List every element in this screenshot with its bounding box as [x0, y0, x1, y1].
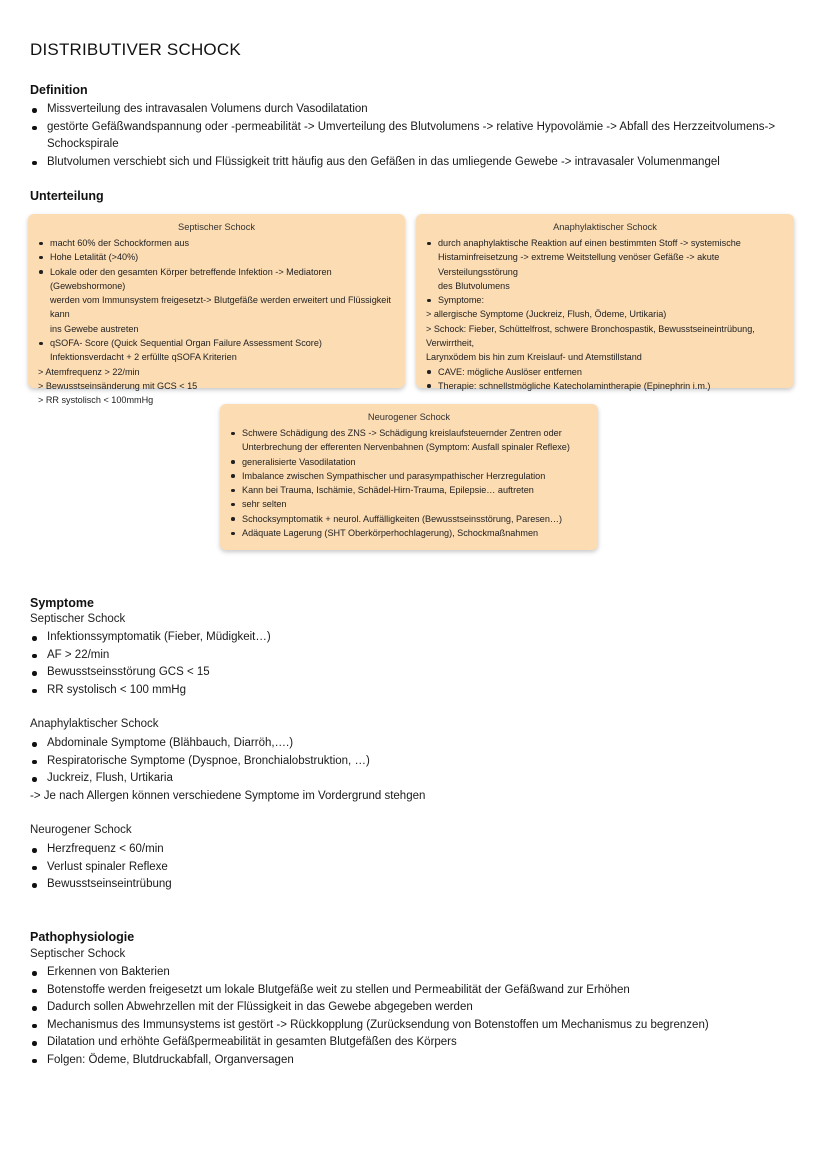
card-item: Schocksymptomatik + neurol. Auffälligkeiten (Bewusstseinsstörung, Paresen…): [230, 512, 588, 526]
list-item: Bewusstseinsstörung GCS < 15: [30, 664, 810, 682]
card-item-continuation: des Blutvolumens: [438, 280, 510, 291]
symptome-anaphylactic-label: Anaphylaktischer Schock: [30, 718, 159, 730]
unterteilung-heading: Unterteilung: [30, 189, 104, 203]
card-item-symptom: Larynxödem bis hin zum Kreislauf- und Atemstillstand: [426, 352, 642, 363]
list-item: Botenstoffe werden freigesetzt um lokale Blutgefäße weit zu stellen und Permeabilität der Gefäßwand zur Erhöhen: [30, 982, 820, 1000]
definition-list: [30, 101, 810, 171]
list-note: -> Je nach Allergen können verschiedene Symptome im Vordergrund stehgen: [30, 789, 426, 802]
list-item: Erkennen von Bakterien: [30, 964, 820, 982]
patho-heading: Pathophysiologie: [30, 930, 135, 944]
list-item: Respiratorische Symptome (Dyspnoe, Bronchialobstruktion, …): [30, 753, 810, 771]
list-item: Dadurch sollen Abwehrzellen mit der Flüssigkeit in das Gewebe abgegeben werden: [30, 999, 820, 1017]
list-item: Verlust spinaler Reflexe: [30, 859, 810, 877]
card-item: Adäquate Lagerung (SHT Oberkörperhochlagerung), Schockmaßnahmen: [230, 526, 588, 540]
list-item: Infektionssymptomatik (Fieber, Müdigkeit…): [30, 629, 810, 647]
card-item: sehr selten: [230, 497, 588, 511]
card-item-continuation: ins Gewebe austreten: [50, 323, 139, 334]
card-item: Schwere Schädigung des ZNS -> Schädigung kreislaufsteuernder Zentren oder: [230, 426, 588, 440]
definition-heading: Definition: [30, 83, 88, 97]
card-item-continuation: Infektionsverdacht + 2 erfüllte qSOFA Kriterien: [50, 352, 237, 363]
card-item-criterion: > Atemfrequenz > 22/min: [38, 366, 140, 377]
list-item: Herzfrequenz < 60/min: [30, 841, 810, 859]
card-item: CAVE: mögliche Auslöser entfernen: [426, 365, 784, 379]
card-item: qSOFA- Score (Quick Sequential Organ Failure Assessment Score): [38, 336, 395, 350]
symptome-heading: Symptome: [30, 596, 94, 610]
list-item: gestörte Gefäßwandspannung oder -permeabilität -> Umverteilung des Blutvolumens -> relative Hypovolämie -> Abfall des Herzzeitvolumens->: [30, 119, 810, 137]
page-title: DISTRIBUTIVER SCHOCK: [30, 40, 241, 59]
symptome-neurogenic-label: Neurogener Schock: [30, 824, 132, 836]
list-item: Bewusstseinseintrübung: [30, 876, 810, 894]
card-item-continuation: Histaminfreisetzung -> extreme Weitstellung venöser Gefäße -> akute Versteilungsstörung: [438, 252, 720, 277]
card-list: [426, 236, 784, 393]
patho-list: [30, 964, 820, 1070]
card-item: macht 60% der Schockformen aus: [38, 236, 395, 250]
list-item: Dilatation und erhöhte Gefäßpermeabilität in gesamten Blutgefäßen des Körpers: [30, 1034, 820, 1052]
card-item-symptom: > Schock: Fieber, Schüttelfrost, schwere Bronchospastik, Bewusstseineintrübung, Verwirrtheit,: [426, 323, 755, 349]
list-item: Folgen: Ödeme, Blutdruckabfall, Organversagen: [30, 1052, 820, 1070]
list-item: Mechanismus des Immunsystems ist gestört -> Rückkopplung (Zurücksendung von Botenstoffen um Mechanismus zu begrenzen): [30, 1017, 820, 1035]
list-item: RR systolisch < 100 mmHg: [30, 682, 810, 700]
card-list: [38, 236, 395, 408]
symptome-anaphylactic-list: [30, 735, 810, 805]
card-title: Neurogener Schock: [367, 412, 451, 422]
list-item: Abdominale Symptome (Blähbauch, Diarröh,….): [30, 735, 810, 753]
symptome-septic-label: Septischer Schock: [30, 613, 126, 625]
list-item: Juckreiz, Flush, Urtikaria: [30, 770, 810, 788]
card-list: [230, 426, 588, 540]
septic-shock-card: [28, 214, 405, 406]
card-item: Hohe Letalität (>40%): [38, 250, 395, 264]
card-item-continuation: Unterbrechung der efferenten Nervenbahnen (Symptom: Ausfall spinaler Reflexe): [242, 442, 570, 453]
list-item-continuation: Schockspirale: [47, 138, 119, 151]
card-item-criterion: > RR systolisch < 100mmHg: [38, 395, 154, 406]
card-title: Septischer Schock: [178, 222, 255, 232]
symptome-septic-list: [30, 629, 810, 699]
card-item-symptom: > allergische Symptome (Juckreiz, Flush, Ödeme, Urtikaria): [426, 309, 667, 320]
card-item-continuation: werden vom Immunsystem freigesetzt-> Blutgefäße werden erweitert und Flüssigkeit kann: [50, 295, 391, 320]
card-item: generalisierte Vasodilatation: [230, 455, 588, 469]
card-item: Symptome:: [426, 293, 784, 307]
list-item: Blutvolumen verschiebt sich und Flüssigkeit tritt häufig aus den Gefäßen in das umliegende Gewebe -> intravasaler Volumenmangel: [30, 154, 810, 172]
card-item-criterion: > Bewusstseinsänderung mit GCS < 15: [38, 380, 198, 391]
card-item: durch anaphylaktische Reaktion auf einen bestimmten Stoff -> systemische: [426, 236, 784, 250]
list-item: AF > 22/min: [30, 647, 810, 665]
anaphylactic-shock-card: [416, 214, 794, 391]
symptome-neurogenic-list: [30, 841, 810, 894]
card-item: Imbalance zwischen Sympathischer und parasympathischer Herzregulation: [230, 469, 588, 483]
neurogenic-shock-card: [220, 404, 598, 550]
card-title: Anaphylaktischer Schock: [553, 222, 657, 232]
list-item: Missverteilung des intravasalen Volumens durch Vasodilatation: [30, 101, 810, 119]
patho-septic-label: Septischer Schock: [30, 948, 126, 960]
card-item: Lokale oder den gesamten Körper betreffende Infektion -> Mediatoren (Gewebshormone): [38, 265, 395, 294]
card-item: Kann bei Trauma, Ischämie, Schädel-Hirn-Trauma, Epilepsie… auftreten: [230, 483, 588, 497]
card-item: Therapie: schnellstmögliche Katecholamintherapie (Epinephrin i.m.): [426, 379, 784, 393]
